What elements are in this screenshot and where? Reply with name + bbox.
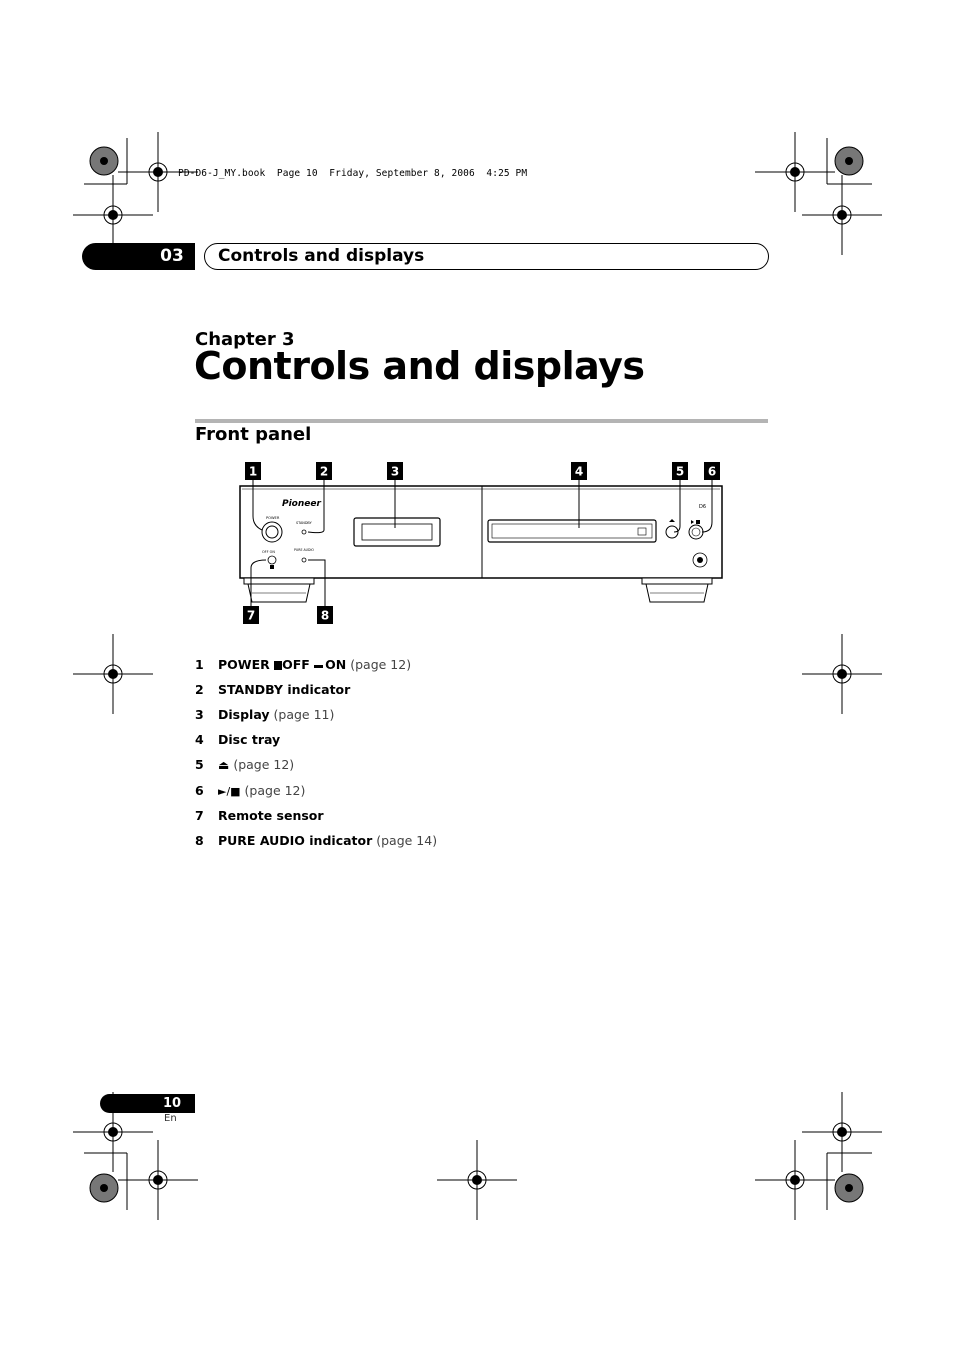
brand-logo: Pioneer <box>282 499 321 509</box>
callout-5: 5 <box>675 464 685 479</box>
callout-4: 4 <box>574 464 584 479</box>
callout-2: 2 <box>319 464 329 479</box>
book-header: PD-D6-J_MY.book Page 10 Friday, September 8, 2006 4:25 PM <box>178 168 528 179</box>
front-panel-figure <box>232 456 732 630</box>
callout-7: 7 <box>246 608 256 623</box>
svg-text:OFF ON: OFF ON <box>262 550 275 554</box>
svg-text:STANDBY: STANDBY <box>296 521 312 525</box>
callout-6: 6 <box>707 464 717 479</box>
on-bar-icon <box>314 665 323 668</box>
left-foot <box>244 578 314 602</box>
callout-1: 1 <box>248 464 258 479</box>
model-label: D6 <box>699 504 707 510</box>
language-code: En <box>164 1113 177 1124</box>
chapter-number: 03 <box>160 246 184 266</box>
right-foot <box>642 578 712 602</box>
chapter-header-title: Controls and displays <box>218 246 425 266</box>
svg-text:PURE AUDIO: PURE AUDIO <box>294 548 314 552</box>
page-title: Controls and displays <box>194 344 645 388</box>
page-number: 10 <box>162 1096 182 1111</box>
eject-icon: ⏏ <box>218 758 230 772</box>
callout-3: 3 <box>390 464 400 479</box>
chapter-label: Chapter 3 <box>195 329 295 350</box>
section-rule <box>195 419 768 423</box>
callout-8: 8 <box>320 608 330 623</box>
section-title: Front panel <box>195 424 312 445</box>
play-stop-icon: ►/■ <box>218 785 241 798</box>
svg-text:POWER: POWER <box>266 516 280 520</box>
off-square-icon <box>274 661 282 670</box>
